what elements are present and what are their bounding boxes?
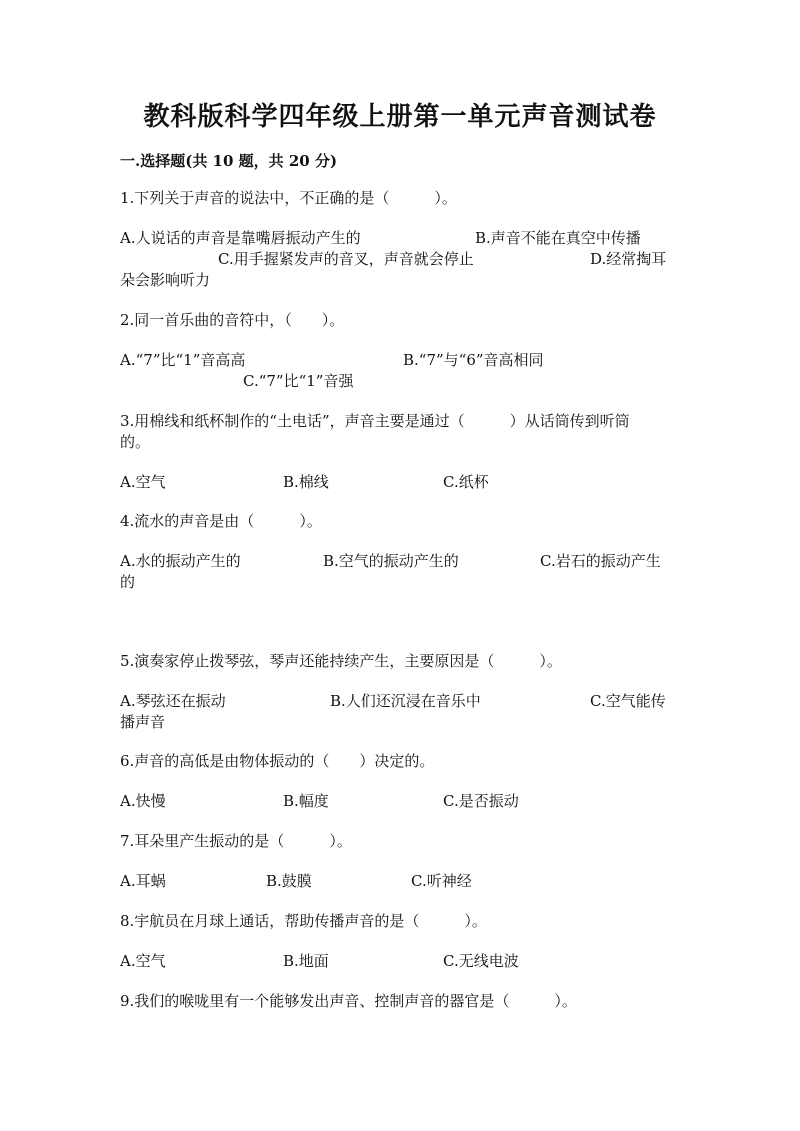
question-2-option-a: A.“7”比“1”音高高	[120, 351, 246, 369]
question-6-option-a: A.快慢	[120, 792, 166, 810]
question-2-option-b: B.“7”与“6”音高相同	[403, 351, 544, 369]
question-2-stem: 2.同一首乐曲的音符中，（ ）。	[120, 311, 345, 329]
question-3-stem: 3.用棉线和纸杯制作的“土电话”，声音主要是通过（ ）从话筒传到听筒	[120, 412, 630, 430]
question-3-option-b: B.棉线	[283, 473, 329, 491]
section-title: 一.选择题(共 10 题，共 20 分)	[120, 152, 338, 170]
question-8-option-b: B.地面	[283, 952, 329, 970]
question-1-option-a: A.人说话的声音是靠嘴唇振动产生的	[120, 229, 361, 247]
question-1-option-d-cont: 朵会影响听力	[120, 271, 211, 289]
question-8-option-a: A.空气	[120, 952, 166, 970]
question-3-option-c: C.纸杯	[443, 473, 489, 491]
question-6-option-b: B.幅度	[283, 792, 329, 810]
question-1-option-c: C.用手握紧发声的音叉，声音就会停止	[218, 250, 474, 268]
question-1-option-b: B.声音不能在真空中传播	[475, 229, 641, 247]
question-5-option-a: A.琴弦还在振动	[120, 692, 226, 710]
question-7-option-a: A.耳蜗	[120, 872, 166, 890]
question-8-option-c: C.无线电波	[443, 952, 519, 970]
question-1-option-d: D.经常掏耳	[590, 250, 667, 268]
question-8-stem: 8.宇航员在月球上通话，帮助传播声音的是（ ）。	[120, 912, 487, 930]
question-5-stem: 5.演奏家停止拨琴弦，琴声还能持续产生，主要原因是（ ）。	[120, 652, 562, 670]
question-4-option-b: B.空气的振动产生的	[323, 552, 459, 570]
question-2-option-c: C.“7”比“1”音强	[243, 372, 354, 390]
question-4-option-c-cont: 的	[120, 573, 136, 591]
question-5-option-c: C.空气能传	[590, 692, 666, 710]
question-1-stem: 1.下列关于声音的说法中，不正确的是（ ）。	[120, 189, 457, 207]
question-3-stem-cont: 的。	[120, 433, 151, 451]
question-9-stem: 9.我们的喉咙里有一个能够发出声音、控制声音的器官是（ ）。	[120, 992, 577, 1010]
question-4-stem: 4.流水的声音是由（ ）。	[120, 512, 322, 530]
question-5-option-b: B.人们还沉浸在音乐中	[330, 692, 481, 710]
page-title: 教科版科学四年级上册第一单元声音测试卷	[143, 102, 657, 132]
question-5-option-c-cont: 播声音	[120, 713, 166, 731]
question-4-option-c: C.岩石的振动产生	[540, 552, 661, 570]
question-7-option-b: B.鼓膜	[266, 872, 312, 890]
question-6-option-c: C.是否振动	[443, 792, 519, 810]
question-6-stem: 6.声音的高低是由物体振动的（ ）决定的。	[120, 752, 435, 770]
question-7-stem: 7.耳朵里产生振动的是（ ）。	[120, 832, 352, 850]
question-3-option-a: A.空气	[120, 473, 166, 491]
question-7-option-c: C.听神经	[411, 872, 472, 890]
question-4-option-a: A.水的振动产生的	[120, 552, 241, 570]
